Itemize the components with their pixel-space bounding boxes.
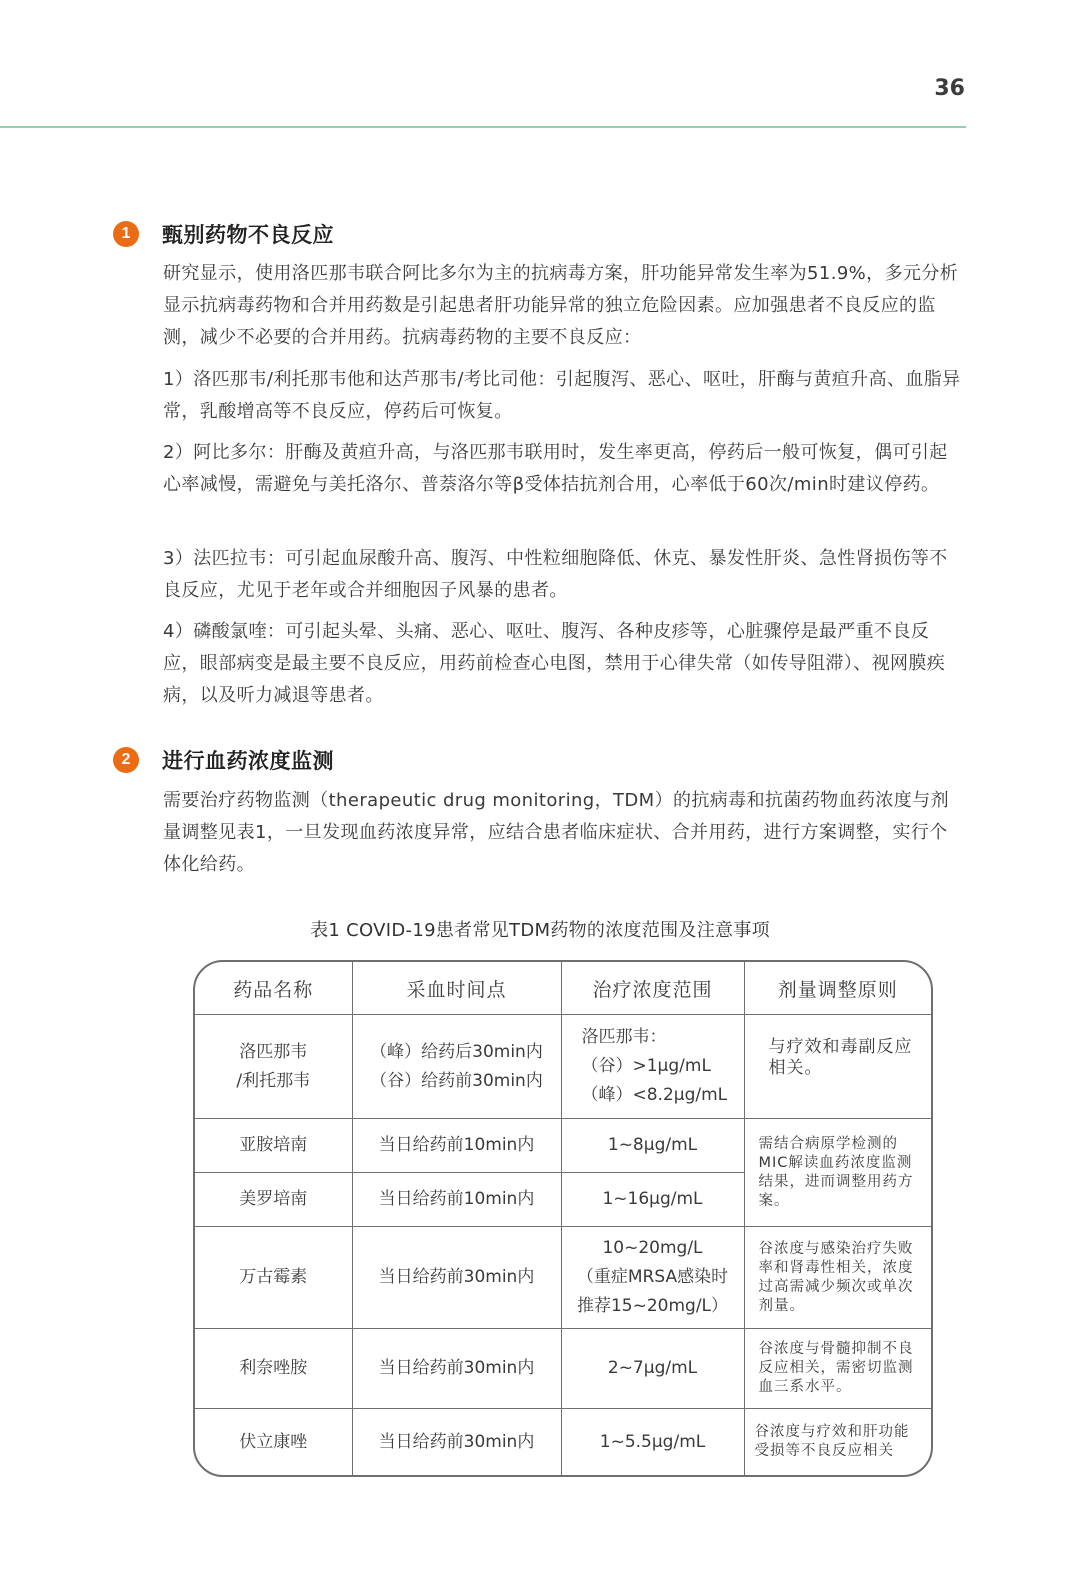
section-1-heading	[113, 219, 334, 249]
cell-drug: 万古霉素	[195, 1227, 352, 1329]
cell-time: 当日给药前10min内	[352, 1173, 561, 1227]
cell-range: 1~8μg/mL	[561, 1119, 744, 1173]
cell-range: 10~20mg/L （重症MRSA感染时 推荐15~20mg/L）	[561, 1227, 744, 1329]
cell-principle: 需结合病原学检测的MIC解读血药浓度监测结果，进而调整用药方案。	[744, 1119, 931, 1227]
cell-principle: 谷浓度与骨髓抑制不良反应相关，需密切监测血三系水平。	[744, 1329, 931, 1409]
section-2-number-badge: 2	[113, 747, 139, 773]
adverse-reaction-item-4: 4）磷酸氯喹：可引起头晕、头痛、恶心、呕吐、腹泻、各种皮疹等，心脏骤停是最严重不良反应，眼部病变是最主要不良反应，用药前检查心电图，禁用于心律失常（如传导阻滞）、视网膜疾病，以及听力减退等患者。	[163, 621, 946, 706]
tdm-table	[193, 960, 933, 1477]
cell-principle: 谷浓度与感染治疗失败率和肾毒性相关，浓度过高需减少频次或单次剂量。	[744, 1227, 931, 1329]
top-rule	[0, 126, 966, 128]
section-2-text: 需要治疗药物监测（therapeutic drug monitoring，TDM）的抗病毒和抗菌药物血药浓度与剂量调整见表1，一旦发现血药浓度异常，应结合患者临床症状、合并用药，进行方案调整，实行个体化给药。	[163, 790, 949, 875]
header-sampling-time: 采血时间点	[352, 962, 561, 1015]
cell-time: 当日给药前10min内	[352, 1119, 561, 1173]
adverse-reaction-item-3: 3）法匹拉韦：可引起血尿酸升高、腹泻、中性粒细胞降低、休克、暴发性肝炎、急性肾损伤等不良反应，尤见于老年或合并细胞因子风暴的患者。	[163, 548, 948, 601]
cell-principle: 谷浓度与疗效和肝功能受损等不良反应相关	[744, 1409, 931, 1475]
section-2-title: 进行血药浓度监测	[162, 749, 334, 773]
cell-principle: 与疗效和毒副反应相关。	[744, 1015, 931, 1119]
section-2-heading	[113, 745, 334, 775]
section-1-title: 甄别药物不良反应	[162, 223, 334, 247]
adverse-reaction-item-1: 1）洛匹那韦/利托那韦他和达芦那韦/考比司他：引起腹泻、恶心、呕吐，肝酶与黄疸升高、血脂异常，乳酸增高等不良反应，停药后可恢复。	[163, 369, 961, 422]
cell-time: 当日给药前30min内	[352, 1409, 561, 1475]
table-row	[195, 1329, 931, 1409]
header-therapeutic-range: 治疗浓度范围	[561, 962, 744, 1015]
cell-time: （峰）给药后30min内 （谷）给药前30min内	[352, 1015, 561, 1119]
header-dose-principle: 剂量调整原则	[744, 962, 931, 1015]
cell-range: 1~5.5μg/mL	[561, 1409, 744, 1475]
cell-range: 1~16μg/mL	[561, 1173, 744, 1227]
table-row	[195, 1015, 931, 1119]
table-header-row	[195, 962, 931, 1015]
cell-drug: 利奈唑胺	[195, 1329, 352, 1409]
section-1-intro: 研究显示，使用洛匹那韦联合阿比多尔为主的抗病毒方案，肝功能异常发生率为51.9%，多元分析显示抗病毒药物和合并用药数是引起患者肝功能异常的独立危险因素。应加强患者不良反应的监测，减少不必要的合并用药。抗病毒药物的主要不良反应：	[163, 263, 959, 348]
section-1-number-badge: 1	[113, 221, 139, 247]
cell-drug: 洛匹那韦 /利托那韦	[195, 1015, 352, 1119]
table-row	[195, 1227, 931, 1329]
cell-drug: 美罗培南	[195, 1173, 352, 1227]
cell-range: 洛匹那韦： （谷）>1μg/mL （峰）<8.2μg/mL	[561, 1015, 744, 1119]
table-row	[195, 1409, 931, 1475]
header-drug-name: 药品名称	[195, 962, 352, 1015]
cell-range: 2~7μg/mL	[561, 1329, 744, 1409]
adverse-reaction-item-2: 2）阿比多尔：肝酶及黄疸升高，与洛匹那韦联用时，发生率更高，停药后一般可恢复，偶可引起心率减慢，需避免与美托洛尔、普萘洛尔等β受体拮抗剂合用，心率低于60次/min时建议停药。	[163, 442, 948, 495]
cell-drug: 伏立康唑	[195, 1409, 352, 1475]
page-number: 36	[934, 76, 965, 101]
table-row	[195, 1119, 931, 1173]
cell-time: 当日给药前30min内	[352, 1329, 561, 1409]
cell-drug: 亚胺培南	[195, 1119, 352, 1173]
table-caption: 表1 COVID-19患者常见TDM药物的浓度范围及注意事项	[310, 920, 770, 941]
cell-time: 当日给药前30min内	[352, 1227, 561, 1329]
